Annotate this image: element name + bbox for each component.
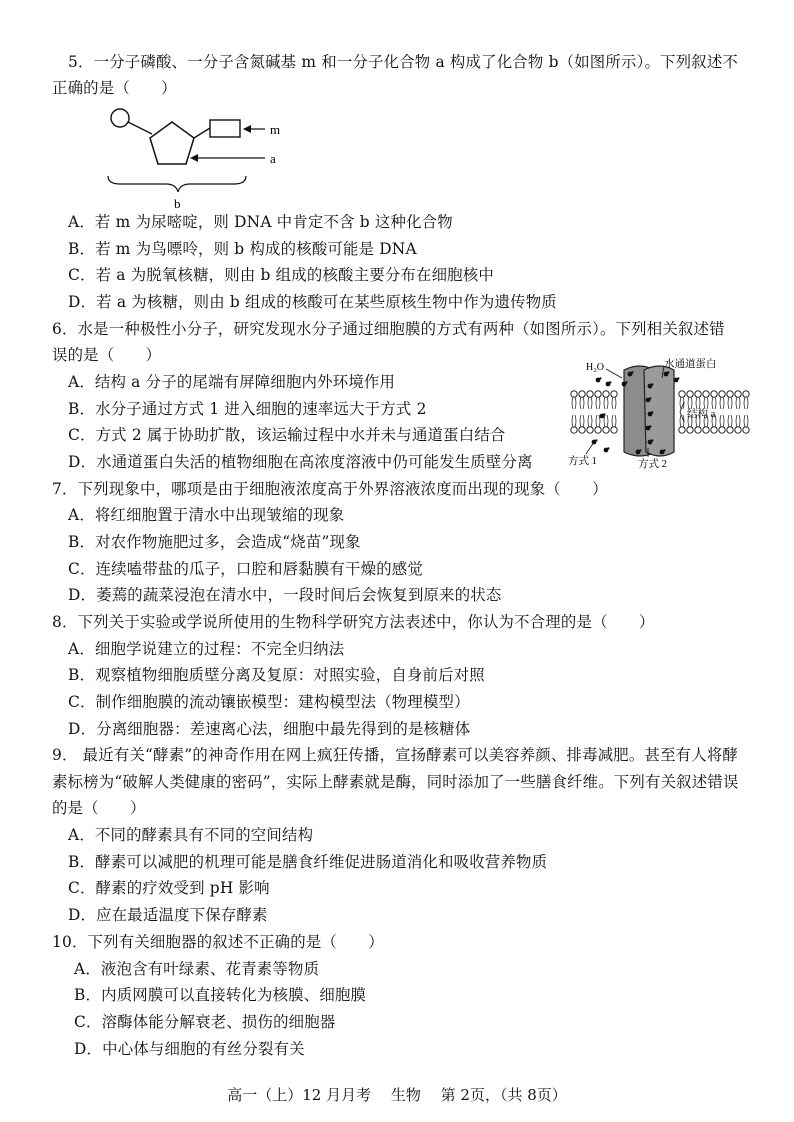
label-aquaporin: 水通道蛋白	[664, 359, 717, 370]
arrow-m-head	[243, 125, 251, 133]
q9-option-b: B．酵素可以减肥的机理可能是膳食纤维促进肠道消化和吸收营养物质	[68, 853, 548, 871]
lipid-tail	[572, 397, 576, 409]
water-hydrogen	[639, 449, 641, 451]
lipid-head	[595, 391, 601, 397]
lipid-head	[687, 427, 693, 433]
lipid-tail	[728, 397, 732, 409]
lipid-head	[743, 427, 749, 433]
lipid-head	[611, 427, 617, 433]
q10-option-b: B．内质网膜可以直接转化为核膜、细胞膜	[74, 986, 367, 1004]
lipid-head	[719, 427, 725, 433]
q9-option-c: C．酵素的疗效受到 pH 影响	[68, 879, 270, 897]
q5-stem-line1: 5．一分子磷酸、一分子含氮碱基 m 和一分子化合物 a 构成了化合物 b（如图所示）。下列叙述不	[68, 53, 739, 71]
q5-option-b: B．若 m 为鸟嘌呤，则 b 构成的核酸可能是 DNA	[68, 240, 417, 258]
water-hydrogen	[631, 371, 633, 373]
lipid-head	[695, 391, 701, 397]
lipid-head	[679, 391, 685, 397]
q7-option-d: D．萎蔫的蔬菜浸泡在清水中，一段时间后会恢复到原来的状态	[68, 586, 502, 604]
base-bond	[194, 128, 210, 138]
lipid-head	[603, 427, 609, 433]
q6-stem-line2: 误的是（ ）	[52, 346, 162, 364]
lipid-head	[711, 391, 717, 397]
q6-option-d: D．水通道蛋白失活的植物细胞在高浓度溶液中仍可能发生质壁分离	[68, 453, 533, 471]
label-way2: 方式 2	[638, 459, 667, 470]
lipid-tail	[720, 415, 724, 427]
lipid-head	[571, 427, 577, 433]
lipid-tail	[696, 397, 700, 409]
lipid-head	[711, 427, 717, 433]
nucleotide-diagram	[100, 100, 300, 212]
q7-option-a: A．将红细胞置于清水中出现皱缩的现象	[68, 506, 345, 524]
q9-option-a: A．不同的酵素具有不同的空间结构	[68, 826, 314, 844]
lipid-tail	[728, 415, 732, 427]
water-hydrogen	[607, 447, 609, 449]
lipid-head	[579, 391, 585, 397]
lipid-head	[695, 427, 701, 433]
lipid-tail	[744, 415, 748, 427]
q10-option-c: C．溶酶体能分解衰老、损伤的细胞器	[74, 1013, 336, 1031]
lipid-head	[735, 427, 741, 433]
water-hydrogen	[651, 411, 653, 413]
lipid-tail	[704, 397, 708, 409]
lipid-tail	[736, 397, 740, 409]
lipid-head	[703, 391, 709, 397]
lipid-tail	[604, 415, 608, 427]
lipid-tail	[588, 397, 592, 409]
lipid-tail	[588, 415, 592, 427]
lipid-tail	[736, 415, 740, 427]
lipid-head	[579, 427, 585, 433]
q6-option-b: B．水分子通过方式 1 进入细胞的速率远大于方式 2	[68, 400, 427, 418]
lipid-head	[703, 427, 709, 433]
q6-option-a: A．结构 a 分子的尾端有屏障细胞内外环境作用	[68, 373, 396, 391]
water-hydrogen	[625, 381, 627, 383]
lipid-head	[587, 427, 593, 433]
water-hydrogen	[667, 371, 669, 373]
lipid-tail	[712, 397, 716, 409]
q9-stem-line1: 9． 最近有关“酵素”的神奇作用在网上疯狂传播，宣扬酵素可以美容养颜、排毒减肥。甚至有人将酵	[52, 746, 739, 764]
q5-stem-line2: 正确的是（ ）	[52, 79, 177, 97]
lipid-tail	[612, 397, 616, 409]
lipid-head	[603, 391, 609, 397]
lipid-head	[687, 391, 693, 397]
lipid-tail	[612, 415, 616, 427]
lipid-tail	[596, 397, 600, 409]
q8-option-b: B．观察植物细胞质壁分离及复原：对照实验，自身前后对照	[68, 666, 485, 684]
water-hydrogen	[649, 397, 651, 399]
q8-stem: 8．下列关于实验或学说所使用的生物科学研究方法表述中，你认为不合理的是（ ）	[52, 613, 655, 631]
q8-option-a: A．细胞学说建立的过程：不完全归纳法	[68, 640, 345, 658]
q5-option-c: C．若 a 为脱氧核糖，则由 b 组成的核酸主要分布在细胞核中	[68, 266, 494, 284]
lipid-tail	[596, 415, 600, 427]
sugar-pentagon	[150, 122, 194, 164]
q5-option-d: D．若 a 为核糖，则由 b 组成的核酸可在某些原核生物中作为遗传物质	[68, 293, 557, 311]
water-hydrogen	[595, 439, 597, 441]
label-m: m	[270, 122, 281, 137]
lipid-tail	[688, 397, 692, 409]
lipid-head	[595, 427, 601, 433]
lipid-head	[743, 391, 749, 397]
phosphate-bond	[128, 122, 152, 134]
lipid-tail	[580, 415, 584, 427]
q6-option-c: C．方式 2 属于协助扩散，该运输过程中水并未与通道蛋白结合	[68, 426, 506, 444]
q10-stem: 10．下列有关细胞器的叙述不正确的是（ ）	[52, 933, 384, 951]
label-h2o: H₂O	[586, 362, 604, 373]
q8-option-c: C．制作细胞膜的流动镶嵌模型：建构模型法（物理模型）	[68, 693, 470, 711]
q9-stem-line2: 素标榜为“破解人类健康的密码”，实际上酵素就是酶，同时添加了一些膳食纤维。下列有关叙述错误	[52, 773, 739, 791]
page-footer: 高一（上）12 月月考 生物 第 2页，（共 8页）	[227, 1086, 567, 1104]
q8-option-d: D．分离细胞器：差速离心法，细胞中最先得到的是核糖体	[68, 720, 471, 738]
lipid-head	[571, 391, 577, 397]
water-hydrogen	[609, 381, 611, 383]
q7-option-c: C．连续嗑带盐的瓜子，口腔和唇黏膜有干燥的感觉	[68, 560, 423, 578]
lipid-tail	[604, 397, 608, 409]
label-b: b	[174, 196, 181, 211]
q6-stem-line1: 6．水是一种极性小分子，研究发现水分子通过细胞膜的方式有两种（如图所示）。下列相关叙述错	[52, 320, 725, 338]
lipid-head	[587, 391, 593, 397]
q5-option-a: A．若 m 为尿嘧啶，则 DNA 中肯定不含 b 这种化合物	[68, 213, 453, 231]
lipid-head	[611, 391, 617, 397]
water-hydrogen	[651, 439, 653, 441]
label-structure-a: 结构 a	[687, 409, 716, 420]
q9-stem-line3: 的是（ ）	[52, 799, 146, 817]
lipid-tail	[572, 415, 576, 427]
label-a: a	[270, 151, 276, 166]
q7-stem: 7．下列现象中，哪项是由于细胞液浓度高于外界溶液浓度而出现的现象（ ）	[52, 480, 608, 498]
base-rect	[210, 120, 240, 137]
water-hydrogen	[663, 449, 665, 451]
lipid-tail	[720, 397, 724, 409]
lipid-tail	[744, 397, 748, 409]
q10-option-a: A．液泡含有叶绿素、花青素等物质	[74, 960, 320, 978]
arrow-a-head	[190, 154, 198, 162]
brace-b	[108, 176, 246, 192]
lipid-head	[727, 427, 733, 433]
lipid-tail	[580, 397, 584, 409]
q7-option-b: B．对农作物施肥过多，会造成“烧苗”现象	[68, 533, 361, 551]
label-way1: 方式 1	[568, 456, 597, 467]
membrane-diagram	[566, 356, 758, 472]
q9-option-d: D．应在最适温度下保存酵素	[68, 906, 268, 924]
lipid-head	[735, 391, 741, 397]
phosphate-circle	[111, 109, 129, 127]
lipid-head	[679, 427, 685, 433]
water-hydrogen	[603, 413, 605, 415]
water-hydrogen	[599, 377, 601, 379]
water-hydrogen	[651, 383, 653, 385]
q10-option-d: D．中心体与细胞的有丝分裂有关	[74, 1040, 305, 1058]
lipid-head	[719, 391, 725, 397]
lipid-head	[727, 391, 733, 397]
water-hydrogen	[649, 425, 651, 427]
water-hydrogen	[677, 377, 679, 379]
